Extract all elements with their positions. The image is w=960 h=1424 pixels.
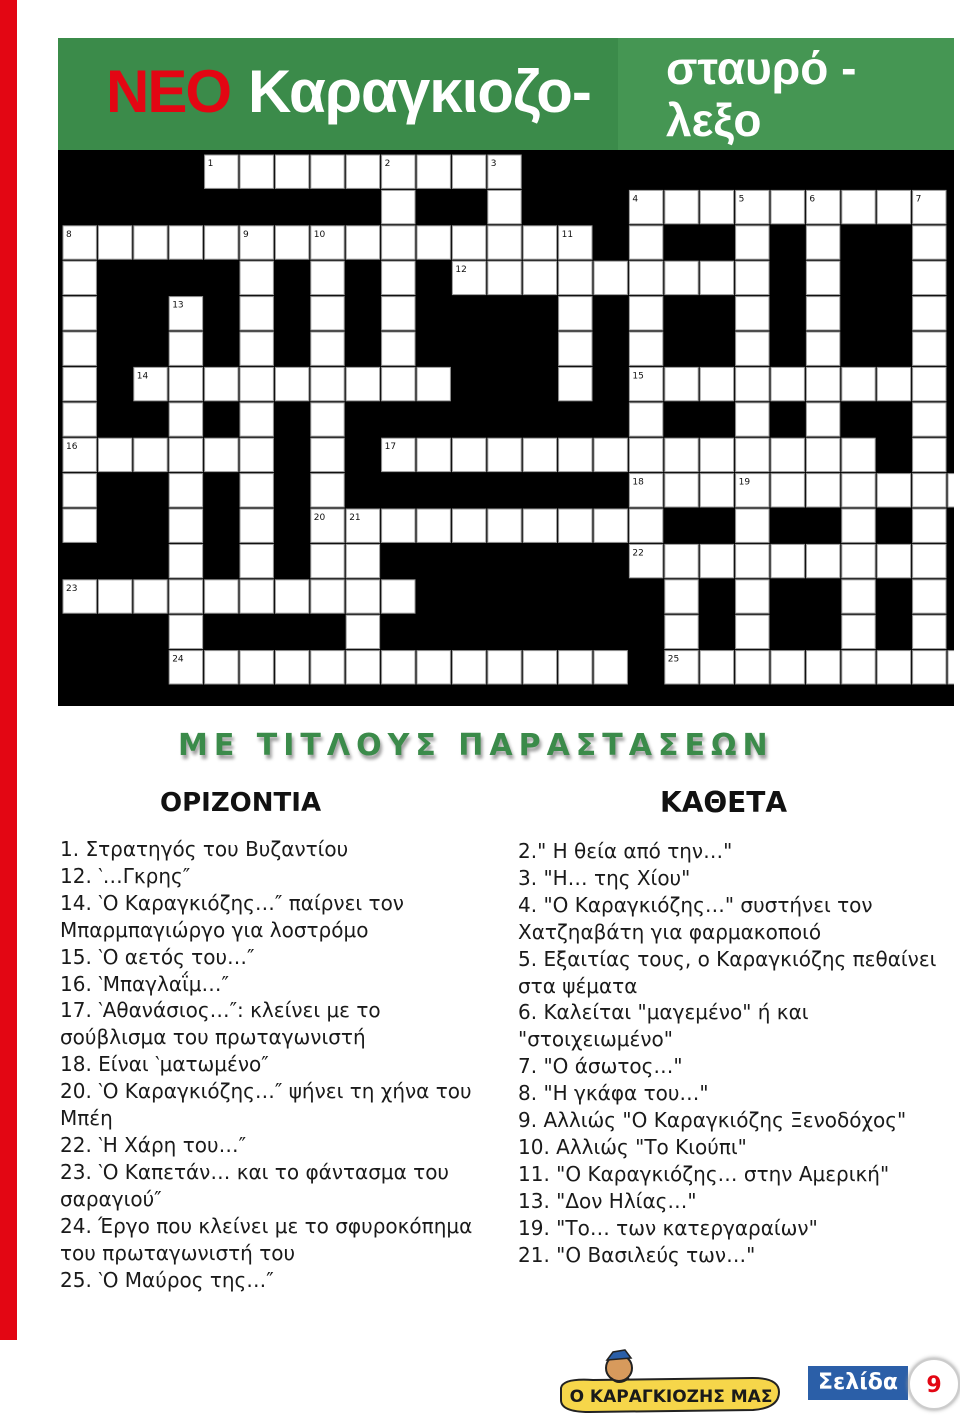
crossword-cell[interactable] [559, 509, 592, 542]
crossword-cell[interactable] [559, 297, 592, 330]
cell-number: 23 [66, 583, 78, 594]
down-clue-line: στα ψέματα [518, 973, 638, 998]
crossword-cell[interactable] [63, 474, 96, 507]
crossword-cell[interactable] [275, 226, 308, 259]
crossword-cell[interactable] [488, 226, 521, 259]
cell-number: 24 [172, 654, 184, 665]
crossword-cell[interactable] [382, 226, 415, 259]
crossword-cell[interactable] [594, 509, 627, 542]
crossword-cell[interactable] [311, 580, 344, 613]
crossword-cell[interactable] [736, 367, 769, 400]
crossword-cell[interactable] [665, 190, 698, 223]
cell-number: 19 [738, 477, 751, 488]
crossword-cell[interactable] [346, 580, 379, 613]
crossword-cell[interactable] [169, 474, 202, 507]
crossword-cell[interactable] [452, 438, 485, 471]
crossword-cell[interactable] [98, 580, 131, 613]
crossword-cell[interactable] [417, 651, 450, 684]
crossword-cell[interactable] [452, 226, 485, 259]
crossword-cell[interactable] [382, 261, 415, 294]
across-clue-line: 15. ‵Ο αετός του…″ [60, 944, 255, 969]
crossword-cell[interactable] [771, 367, 804, 400]
down-clue-line: 6. Καλείται "μαγεμένο" ή και [518, 1000, 809, 1025]
crossword-cell[interactable] [523, 651, 556, 684]
crossword-cell[interactable] [417, 509, 450, 542]
crossword-cell[interactable] [169, 332, 202, 365]
crossword-cell[interactable] [205, 580, 238, 613]
crossword-cell[interactable] [806, 474, 839, 507]
page-label: Σελίδα [808, 1366, 908, 1400]
crossword-cell[interactable] [594, 651, 627, 684]
crossword-cell[interactable] [700, 544, 733, 577]
cell-number: 2 [384, 159, 391, 169]
across-clue-line: 16. ‵Μπαγλαΐμ…″ [60, 971, 230, 996]
crossword-cell[interactable] [700, 367, 733, 400]
crossword-cell[interactable] [169, 509, 202, 542]
cell-number: 7 [915, 194, 922, 205]
cell-number: 16 [66, 442, 78, 453]
down-clue-line: 2." Η θεία από την…" [518, 839, 733, 863]
crossword-cell[interactable] [629, 226, 662, 259]
crossword-cell[interactable] [169, 367, 202, 400]
cell-number: 22 [632, 548, 644, 559]
crossword-cell[interactable] [240, 474, 273, 507]
crossword-cell[interactable] [240, 580, 273, 613]
crossword-cell[interactable] [240, 367, 273, 400]
across-clue-line: 22. ‵Η Χάρη του…″ [60, 1132, 247, 1157]
crossword-cell[interactable] [629, 332, 662, 365]
cell-number: 20 [313, 513, 326, 523]
crossword-cell[interactable] [665, 367, 698, 400]
crossword-cell[interactable] [346, 544, 379, 577]
puzzle-subtitle: ΜΕ ΤΙΤΛΟΥΣ ΠΑΡΑΣΤΑΣΕΩΝ [178, 728, 774, 763]
crossword-cell[interactable] [736, 651, 769, 684]
across-heading: ΟΡΙΖΟΝΤΙΑ [160, 788, 322, 818]
crossword-cell[interactable] [842, 367, 875, 400]
crossword-cell[interactable] [736, 332, 769, 365]
across-clue-line: σαραγιού″ [60, 1186, 162, 1211]
banner-subtitle-line2: λεξο [666, 94, 762, 146]
down-clue-line: 21. "Ο Βασιλεύς των…" [518, 1242, 756, 1267]
crossword-cell[interactable] [63, 332, 96, 365]
crossword-cell[interactable] [877, 544, 910, 577]
crossword-cell[interactable] [629, 509, 662, 542]
crossword-cell[interactable] [842, 438, 875, 471]
banner-subtitle [666, 42, 856, 146]
down-clue-line: 10. Αλλιώς "Το Κιούπι" [518, 1134, 747, 1159]
crossword-cell[interactable] [913, 544, 946, 577]
cell-number: 12 [455, 265, 467, 276]
title-banner [58, 38, 954, 150]
crossword-cell[interactable] [948, 474, 954, 507]
crossword-cell[interactable] [346, 226, 379, 259]
crossword-cell[interactable] [842, 544, 875, 577]
crossword-cell[interactable] [275, 367, 308, 400]
crossword-cell[interactable] [629, 403, 662, 436]
crossword-cell[interactable] [63, 297, 96, 330]
crossword-cell[interactable] [736, 297, 769, 330]
crossword-cell[interactable] [913, 438, 946, 471]
crossword-cell[interactable] [382, 580, 415, 613]
across-clue-line: 25. ‵Ο Μαύρος της…″ [60, 1267, 274, 1292]
crossword-cell[interactable] [771, 190, 804, 223]
crossword-cell[interactable] [311, 438, 344, 471]
crossword-cell[interactable] [913, 509, 946, 542]
down-clue-line: 19. "Το… των κατεργαραίων" [518, 1215, 818, 1240]
crossword-cell[interactable] [948, 651, 954, 684]
crossword-cell[interactable] [134, 438, 167, 471]
cell-number: 3 [490, 159, 497, 169]
crossword-cell[interactable] [275, 580, 308, 613]
crossword-cell[interactable] [63, 509, 96, 542]
crossword-cell[interactable] [488, 509, 521, 542]
crossword-cell[interactable] [240, 155, 273, 188]
cell-number: 18 [632, 477, 644, 488]
cell-number: 8 [66, 229, 72, 240]
crossword-cell[interactable] [665, 615, 698, 648]
crossword-cell[interactable] [736, 226, 769, 259]
crossword-cell[interactable] [806, 261, 839, 294]
crossword-cell[interactable] [736, 544, 769, 577]
crossword-cell[interactable] [98, 226, 131, 259]
crossword-cell[interactable] [806, 651, 839, 684]
crossword-cell[interactable] [559, 261, 592, 294]
crossword-cell[interactable] [417, 367, 450, 400]
crossword-cell[interactable] [311, 474, 344, 507]
crossword-cell[interactable] [311, 403, 344, 436]
crossword-grid [58, 150, 954, 706]
crossword-cell[interactable] [169, 615, 202, 648]
crossword-cell[interactable] [240, 332, 273, 365]
crossword-cell[interactable] [736, 580, 769, 613]
down-clue-line: 3. "Η… της Χίου" [518, 865, 691, 890]
crossword-cell[interactable] [311, 544, 344, 577]
crossword-cell[interactable] [382, 651, 415, 684]
across-clue-line: 24. Έργο που κλείνει με το σφυροκόπημα [60, 1213, 473, 1238]
crossword-cell[interactable] [806, 332, 839, 365]
crossword-cell[interactable] [629, 438, 662, 471]
banner-subtitle-line1: σταυρό - [666, 42, 857, 94]
crossword-cell[interactable] [311, 367, 344, 400]
cell-number: 4 [632, 194, 639, 205]
crossword-cell[interactable] [913, 226, 946, 259]
across-clue-line: 17. ‵Αθανάσιος…″: κλείνει με το [60, 998, 381, 1023]
across-clue-line: 1. Στρατηγός του Βυζαντίου [60, 837, 349, 861]
crossword-cell[interactable] [842, 509, 875, 542]
across-clue-list [60, 836, 500, 1293]
cell-number: 14 [136, 371, 149, 382]
down-clue-line: 13. "Δον Ηλίας…" [518, 1188, 697, 1213]
crossword-cell[interactable] [913, 297, 946, 330]
across-clue-line: 18. Είναι ‵ματωμένο″ [60, 1052, 269, 1077]
crossword-cell[interactable] [169, 403, 202, 436]
crossword-cell[interactable] [842, 580, 875, 613]
across-clue-line: 14. ‵Ο Καραγκιόζης…″ παίρνει τον [60, 890, 404, 915]
crossword-cell[interactable] [346, 155, 379, 188]
crossword-cell[interactable] [736, 261, 769, 294]
crossword-cell[interactable] [169, 544, 202, 577]
crossword-cell[interactable] [736, 509, 769, 542]
banner-subtitle-box [618, 38, 954, 150]
crossword-cell[interactable] [842, 190, 875, 223]
crossword-cell[interactable] [913, 580, 946, 613]
crossword-cell[interactable] [771, 438, 804, 471]
crossword-cell[interactable] [134, 580, 167, 613]
crossword-cell[interactable] [488, 651, 521, 684]
crossword-cell[interactable] [913, 651, 946, 684]
cell-number: 21 [349, 513, 361, 523]
logo-art [553, 1348, 785, 1420]
crossword-cell[interactable] [240, 509, 273, 542]
crossword-cell[interactable] [842, 651, 875, 684]
down-clue-line: 11. "Ο Καραγκιόζης… στην Αμερική" [518, 1161, 890, 1186]
crossword-cell[interactable] [629, 297, 662, 330]
crossword-cell[interactable] [523, 226, 556, 259]
crossword-cell[interactable] [913, 615, 946, 648]
crossword-cell[interactable] [523, 509, 556, 542]
down-clue-list [518, 838, 938, 1269]
crossword-cell[interactable] [452, 651, 485, 684]
crossword-cell[interactable] [275, 155, 308, 188]
new-label: ΝΕΟ [106, 58, 231, 125]
crossword-cell[interactable] [913, 474, 946, 507]
crossword-cell[interactable] [877, 474, 910, 507]
crossword-cell[interactable] [382, 332, 415, 365]
crossword-cell[interactable] [700, 190, 733, 223]
crossword-cell[interactable] [559, 367, 592, 400]
crossword-cell[interactable] [63, 367, 96, 400]
crossword-cell[interactable] [771, 651, 804, 684]
across-clue-line: σούβλισμα του πρωταγωνιστή [60, 1025, 366, 1050]
crossword-cell[interactable] [417, 438, 450, 471]
crossword-cell[interactable] [842, 615, 875, 648]
crossword-cell[interactable] [311, 261, 344, 294]
crossword-cell[interactable] [240, 297, 273, 330]
across-clue-line: 20. ‵Ο Καραγκιόζης…″ ψήνει τη χήνα του [60, 1079, 472, 1104]
crossword-cell[interactable] [311, 651, 344, 684]
down-clue-line: 8. "Η γκάφα του…" [518, 1081, 709, 1106]
across-clue-line: 12. ‵…Γκρης″ [60, 863, 191, 888]
crossword-grid-svg [58, 150, 954, 706]
crossword-cell[interactable] [700, 261, 733, 294]
banner-title: Καραγκιοζο- [248, 58, 591, 125]
crossword-cell[interactable] [842, 474, 875, 507]
crossword-cell[interactable] [523, 261, 556, 294]
crossword-cell[interactable] [311, 155, 344, 188]
across-clue-line: του πρωταγωνιστή του [60, 1240, 296, 1265]
crossword-cell[interactable] [594, 438, 627, 471]
crossword-cell[interactable] [311, 297, 344, 330]
crossword-cell[interactable] [488, 438, 521, 471]
across-clue-line: 23. ‵Ο Καπετάν… και το φάντασμα του [60, 1159, 450, 1184]
crossword-cell[interactable] [736, 615, 769, 648]
crossword-cell[interactable] [240, 403, 273, 436]
crossword-cell[interactable] [700, 438, 733, 471]
cell-number: 25 [667, 654, 680, 665]
across-clue-line: Μπέη [60, 1106, 113, 1131]
crossword-cell[interactable] [806, 438, 839, 471]
crossword-cell[interactable] [346, 615, 379, 648]
karagiozis-logo [553, 1348, 785, 1420]
cell-number: 15 [632, 371, 644, 382]
crossword-cell[interactable] [665, 544, 698, 577]
crossword-cell[interactable] [205, 226, 238, 259]
crossword-cell[interactable] [559, 651, 592, 684]
crossword-cell[interactable] [877, 651, 910, 684]
crossword-cell[interactable] [205, 438, 238, 471]
crossword-cell[interactable] [346, 651, 379, 684]
crossword-cell[interactable] [629, 261, 662, 294]
crossword-cell[interactable] [913, 367, 946, 400]
crossword-cell[interactable] [700, 474, 733, 507]
crossword-cell[interactable] [382, 509, 415, 542]
crossword-cell[interactable] [240, 544, 273, 577]
down-clue-line: 7. "Ο άσωτος…" [518, 1054, 683, 1079]
cell-number: 9 [243, 229, 249, 240]
cell-number: 6 [809, 194, 816, 205]
crossword-cell[interactable] [700, 651, 733, 684]
crossword-cell[interactable] [205, 367, 238, 400]
crossword-cell[interactable] [523, 438, 556, 471]
crossword-cell[interactable] [665, 261, 698, 294]
crossword-cell[interactable] [169, 580, 202, 613]
crossword-cell[interactable] [806, 367, 839, 400]
down-clue-line: "στοιχειωμένο" [518, 1027, 673, 1052]
crossword-cell[interactable] [452, 155, 485, 188]
crossword-cell[interactable] [736, 438, 769, 471]
crossword-cell[interactable] [240, 651, 273, 684]
cell-number: 5 [738, 194, 745, 205]
crossword-cell[interactable] [63, 403, 96, 436]
crossword-cell[interactable] [913, 332, 946, 365]
crossword-cell[interactable] [806, 544, 839, 577]
crossword-cell[interactable] [806, 403, 839, 436]
crossword-cell[interactable] [169, 438, 202, 471]
crossword-cell[interactable] [913, 261, 946, 294]
crossword-cell[interactable] [877, 367, 910, 400]
cell-number: 17 [384, 442, 397, 453]
crossword-cell[interactable] [63, 261, 96, 294]
red-side-bar [0, 0, 17, 1340]
page-number: 9 [908, 1358, 960, 1410]
crossword-cell[interactable] [311, 332, 344, 365]
crossword-cell[interactable] [806, 297, 839, 330]
down-heading: ΚΑΘΕΤΑ [660, 786, 788, 819]
crossword-cell[interactable] [771, 544, 804, 577]
cell-number: 10 [313, 229, 326, 240]
crossword-cell[interactable] [452, 509, 485, 542]
cell-number: 13 [172, 300, 184, 311]
down-clue-line: 5. Εξαιτίας τους, ο Καραγκιόζης πεθαίνει [518, 946, 937, 971]
crossword-cell[interactable] [205, 651, 238, 684]
crossword-cell[interactable] [382, 367, 415, 400]
crossword-cell[interactable] [417, 155, 450, 188]
crossword-cell[interactable] [665, 474, 698, 507]
crossword-cell[interactable] [134, 226, 167, 259]
cell-number: 11 [561, 229, 574, 240]
down-clue-line: 9. Αλλιώς "Ο Καραγκιόζης Ξενοδόχος" [518, 1108, 907, 1133]
crossword-cell[interactable] [240, 261, 273, 294]
crossword-cell[interactable] [559, 332, 592, 365]
logo-text: Ο ΚΑΡΑΓΚΙΟΖΗΣ ΜΑΣ [569, 1387, 773, 1407]
down-clue-line: 4. "Ο Καραγκιόζης…" συστήνει τον [518, 892, 873, 917]
crossword-cell[interactable] [488, 261, 521, 294]
crossword-cell[interactable] [665, 438, 698, 471]
crossword-cell[interactable] [346, 367, 379, 400]
crossword-cell[interactable] [382, 190, 415, 223]
crossword-cell[interactable] [877, 190, 910, 223]
crossword-cell[interactable] [913, 403, 946, 436]
crossword-cell[interactable] [417, 226, 450, 259]
across-clue-line: Μπαρμπαγιώργο για λοστρόμο [60, 917, 369, 942]
crossword-cell[interactable] [98, 438, 131, 471]
down-clue-line: Χατζηαβάτη για φαρμακοποιό [518, 919, 822, 944]
crossword-cell[interactable] [559, 438, 592, 471]
cell-number: 1 [207, 159, 214, 169]
crossword-cell[interactable] [736, 403, 769, 436]
crossword-cell[interactable] [594, 261, 627, 294]
crossword-cell[interactable] [806, 226, 839, 259]
crossword-cell[interactable] [169, 226, 202, 259]
crossword-cell[interactable] [665, 580, 698, 613]
crossword-cell[interactable] [771, 474, 804, 507]
crossword-cell[interactable] [382, 297, 415, 330]
crossword-cell[interactable] [275, 651, 308, 684]
crossword-cell[interactable] [240, 438, 273, 471]
crossword-cell[interactable] [488, 190, 521, 223]
